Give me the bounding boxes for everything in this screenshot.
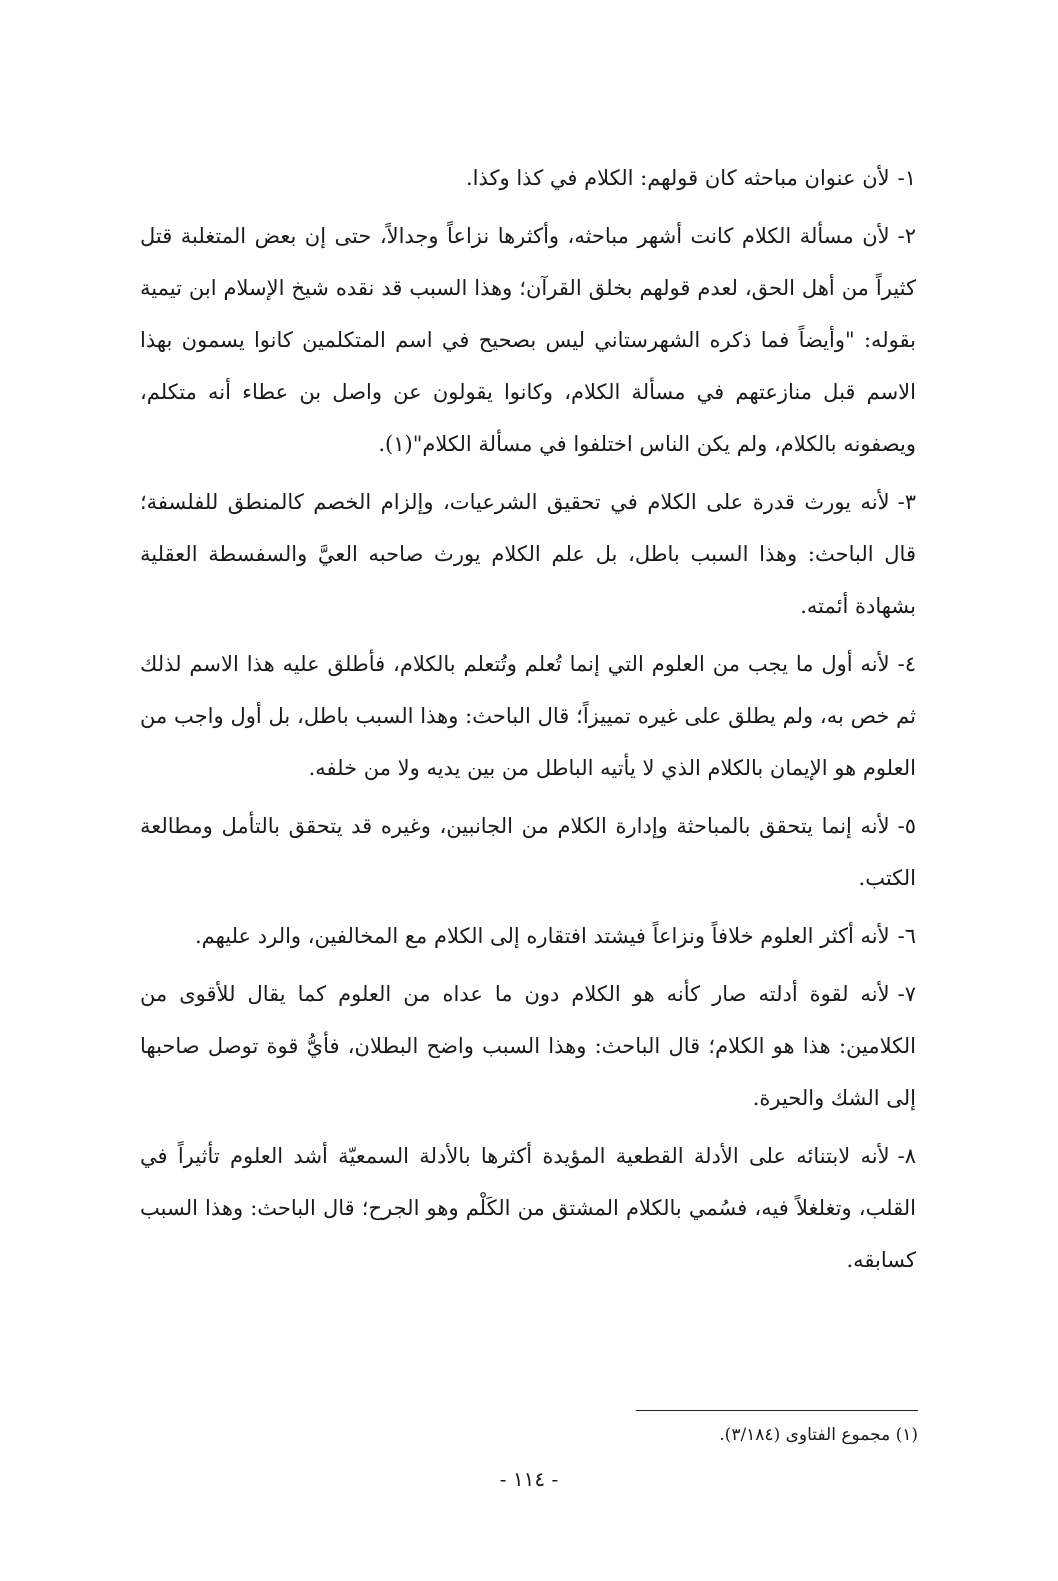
paragraph-5 <box>140 800 916 904</box>
paragraph-text: لأنه يورث قدرة على الكلام في تحقيق الشرعيات، وإلزام الخصم كالمنطق للفلسفة؛ قال الباحث: وهذا السبب باطل، بل علم الكلام يورث صاحبه العيَّ والسفسطة العقلية بشهادة أئمته. <box>140 490 916 618</box>
item-number: ٣- <box>897 490 916 514</box>
paragraph-1 <box>140 152 916 204</box>
paragraph-text: لأنه إنما يتحقق بالمباحثة وإدارة الكلام من الجانبين، وغيره قد يتحقق بالتأمل ومطالعة الكتب. <box>140 814 916 890</box>
paragraph-7 <box>140 968 916 1124</box>
paragraph-2 <box>140 210 916 470</box>
item-number: ٥- <box>897 814 916 838</box>
footnote-separator <box>636 1410 918 1411</box>
paragraph-text: لأن عنوان مباحثه كان قولهم: الكلام في كذا وكذا. <box>466 166 890 190</box>
paragraph-text: لأنه أول ما يجب من العلوم التي إنما تُعلم وتُتعلم بالكلام، فأطلق عليه هذا الاسم لذلك ثم خص به، ولم يطلق على غيره تمييزاً؛ قال الباحث: وهذا السبب باطل، بل أول واجب من العلوم هو الإيمان بالكلام الذي لا يأتيه الباطل من بين يديه ولا من خلفه. <box>140 652 916 780</box>
item-number: ٦- <box>897 924 916 948</box>
item-number: ٢- <box>897 224 916 248</box>
paragraph-text: لأنه لقوة أدلته صار كأنه هو الكلام دون ما عداه من العلوم كما يقال للأقوى من الكلامين: هذا هو الكلام؛ قال الباحث: وهذا السبب واضح البطلان، فأيُّ قوة توصل صاحبها إلى الشك والحيرة. <box>140 982 916 1110</box>
body-text <box>140 152 916 1292</box>
item-number: ٤- <box>897 652 916 676</box>
paragraph-6 <box>140 910 916 962</box>
paragraph-8 <box>140 1130 916 1286</box>
footnote: (١) مجموع الفتاوى (٣/١٨٤). <box>719 1425 918 1445</box>
page-number: - ١١٤ - <box>499 1467 559 1491</box>
paragraph-text: لأنه لابتنائه على الأدلة القطعية المؤيدة أكثرها بالأدلة السمعيّة أشد العلوم تأثيراً في القلب، وتغلغلاً فيه، فسُمي بالكلام المشتق من الكَلْم وهو الجرح؛ قال الباحث: وهذا السبب كسابقه. <box>140 1144 916 1272</box>
paragraph-text: لأن مسألة الكلام كانت أشهر مباحثه، وأكثرها نزاعاً وجدالاً، حتى إن بعض المتغلبة قتل كثيراً من أهل الحق، لعدم قولهم بخلق القرآن؛ وهذا السبب قد نقده شيخ الإسلام ابن تيمية بقوله: "وأيضاً فما ذكره الشهرستاني ليس بصحيح في اسم المتكلمين كانوا يسمون بهذا الاسم قبل منازعتهم في مسألة الكلام، وكانوا يقولون عن واصل بن عطاء أنه متكلم، ويصفونه بالكلام، ولم يكن الناس اختلفوا في مسألة الكلام"(١). <box>140 224 916 456</box>
item-number: ١- <box>897 166 916 190</box>
item-number: ٨- <box>897 1144 916 1168</box>
paragraph-text: لأنه أكثر العلوم خلافاً ونزاعاً فيشتد افتقاره إلى الكلام مع المخالفين، والرد عليهم. <box>194 924 890 948</box>
paragraph-4 <box>140 638 916 794</box>
item-number: ٧- <box>897 982 916 1006</box>
paragraph-3 <box>140 476 916 632</box>
